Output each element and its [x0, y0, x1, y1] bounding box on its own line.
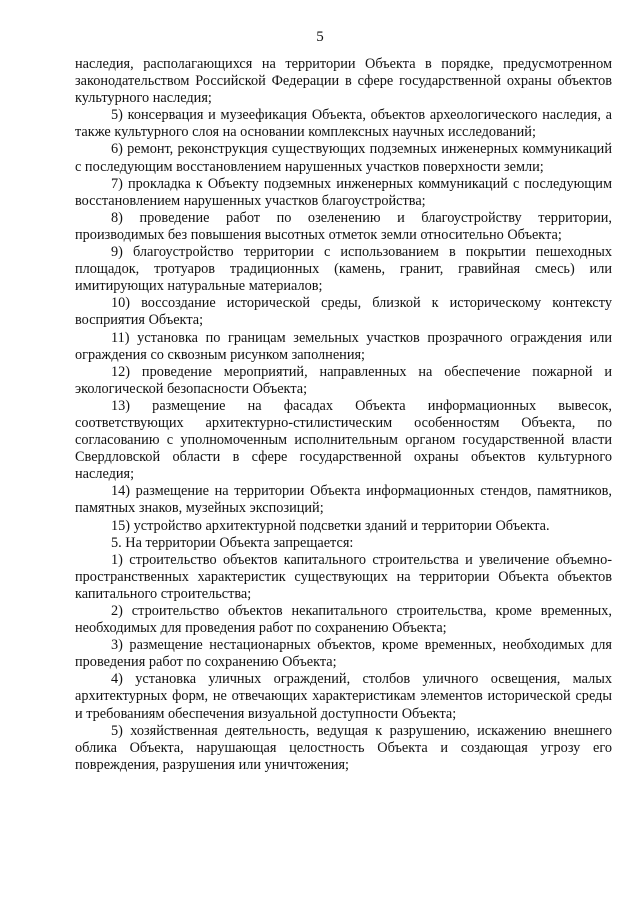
list-item-permitted-9: 9) благоустройство территории с использованием в покрытии пешеходных площадок, тротуаров традиционных (камень, гранит, гравийная смесь) или имитирующих натуральные материалов; [75, 244, 612, 295]
list-item-permitted-10: 10) воссоздание исторической среды, близкой к историческому контексту восприятия Объекта; [75, 295, 612, 329]
section-heading-prohibited: 5. На территории Объекта запрещается: [111, 534, 354, 551]
list-item-permitted-5: 5) консервация и музеефикация Объекта, объектов археологического наследия, а также культурного слоя на основании комплексных научных исследований; [75, 107, 612, 141]
list-item-permitted-7: 7) прокладка к Объекту подземных инженерных коммуникаций с последующим восстановлением нарушенных участков благоустройства; [75, 175, 612, 209]
list-item-permitted-14: 14) размещение на территории Объекта информационных стендов, памятников, памятных знаков, музейных экспозиций; [75, 483, 612, 517]
list-item-prohibited-3: 3) размещение нестационарных объектов, кроме временных, необходимых для проведения работ по сохранению Объекта; [75, 637, 612, 671]
list-item-prohibited-1: 1) строительство объектов капитального строительства и увеличение объемно-пространственных характеристик существующих на территории Объекта объектов капитального строительства; [75, 551, 612, 602]
list-item-permitted-13: 13) размещение на фасадах Объекта информационных вывесок, соответствующих архитектурно-стилистическим особенностям Объекта, по согласованию с уполномоченным исполнительным органом государственной власти Свердловской области в сфере государственной охраны объектов культурного наследия; [75, 397, 612, 483]
list-item-permitted-11: 11) установка по границам земельных участков прозрачного ограждения или ограждения со сквозным рисунком заполнения; [75, 329, 612, 363]
list-item-permitted-12: 12) проведение мероприятий, направленных на обеспечение пожарной и экологической безопасности Объекта; [75, 363, 612, 397]
list-item-prohibited-4: 4) установка уличных ограждений, столбов уличного освещения, малых архитектурных форм, не отвечающих характеристикам элементов исторической среды и требованиям обеспечения визуальной доступности Объекта; [75, 671, 612, 722]
document-body [75, 56, 612, 774]
list-item-prohibited-2: 2) строительство объектов некапитального строительства, кроме временных, необходимых для проведения работ по сохранению Объекта; [75, 603, 612, 637]
page-number: 5 [316, 29, 324, 45]
list-item-prohibited-5: 5) хозяйственная деятельность, ведущая к разрушению, искажению внешнего облика Объекта, нарушающая целостность Объекта и создающая угрозу его повреждения, разрушения или уничтожения; [75, 722, 612, 773]
list-item-permitted-8: 8) проведение работ по озеленению и благоустройству территории, производимых без повышения высотных отметок земли относительно Объекта; [75, 209, 612, 243]
list-item-permitted-6: 6) ремонт, реконструкция существующих подземных инженерных коммуникаций с последующим восстановлением нарушенных участков поверхности земли; [75, 141, 612, 175]
paragraph-continuation: наследия, располагающихся на территории Объекта в порядке, предусмотренном законодательством Российской Федерации в сфере государственной охраны объектов культурного наследия; [75, 56, 612, 107]
list-item-permitted-15: 15) устройство архитектурной подсветки зданий и территории Объекта. [111, 517, 550, 534]
